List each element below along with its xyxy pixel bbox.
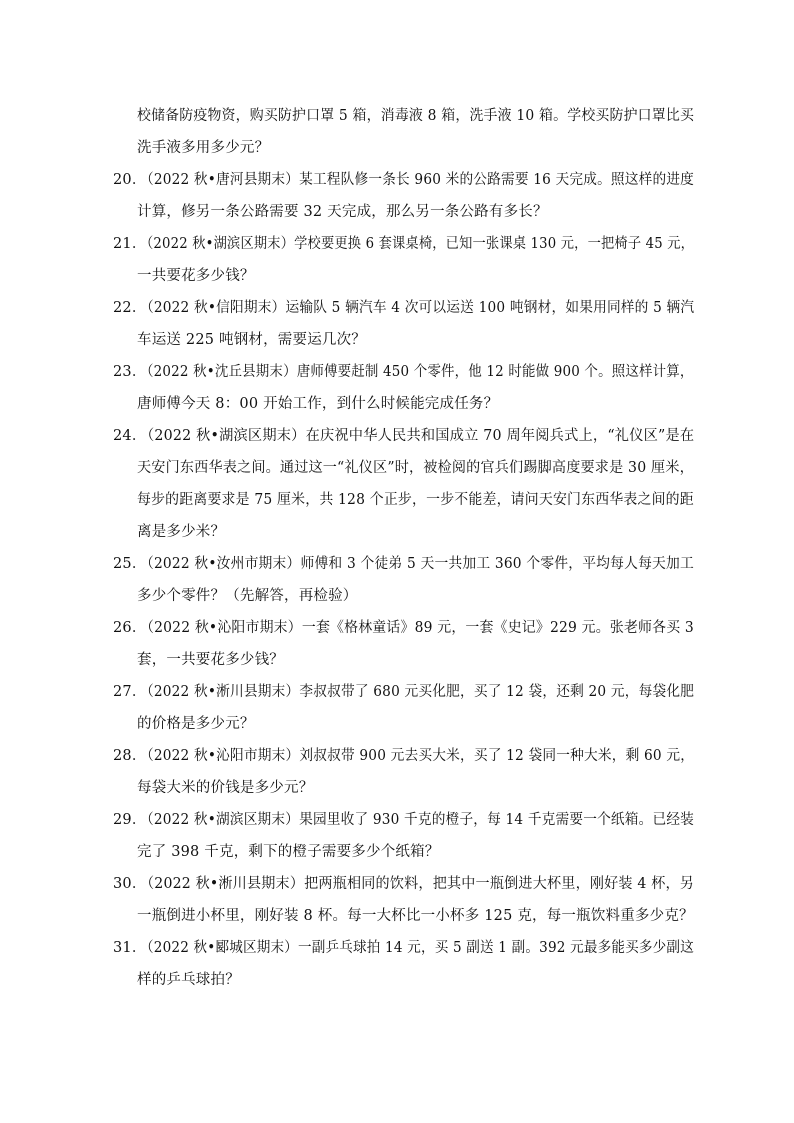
question-line: 的价格是多少元？ xyxy=(137,716,255,732)
question-number: 24． xyxy=(113,428,147,444)
question-line: 多少个零件？（先解答，再检验） xyxy=(137,588,358,604)
question-line: 完了 398 千克，剩下的橙子需要多少个纸箱？ xyxy=(137,844,440,860)
question-line: 样的乒乓球拍？ xyxy=(137,972,240,988)
question-line: （2022 秋•淅川县期末）把两瓶相同的饮料，把其中一瓶倒进大杯里，刚好装 4 杯，另 xyxy=(140,876,695,892)
question-line: 套，一共要花多少钱？ xyxy=(137,652,284,668)
intro-line-1: 校储备防疫物资，购买防护口罩 5 箱，消毒液 8 箱，洗手液 10 箱。学校买防护口罩比买 xyxy=(137,108,695,124)
question-number: 31． xyxy=(113,940,147,956)
question-number: 21． xyxy=(113,236,147,252)
question-number: 26． xyxy=(113,620,147,636)
question-line: （2022 秋•郾城区期末）一副乒乓球拍 14 元，买 5 副送 1 副。392 元最多能买多少副这 xyxy=(140,940,694,956)
question-line: （2022 秋•淅川县期末）李叔叔带了 680 元买化肥，买了 12 袋，还剩 20 元，每袋化肥 xyxy=(140,684,695,700)
question-line: （2022 秋•唐河县期末）某工程队修一条长 960 米的公路需要 16 天完成。照这样的进度 xyxy=(140,172,695,188)
question-line: （2022 秋•湖滨区期末）在庆祝中华人民共和国成立 70 周年阅兵式上，“礼仪区”是在 xyxy=(140,428,695,444)
question-line: 唐师傅今天 8：00 开始工作，到什么时候能完成任务？ xyxy=(137,396,499,412)
question-line: （2022 秋•沁阳市期末）刘叔叔带 900 元去买大米，买了 12 袋同一种大米，剩 60 元， xyxy=(140,748,695,764)
question-number: 30． xyxy=(113,876,147,892)
question-number: 20． xyxy=(113,172,147,188)
question-line: 一共要花多少钱？ xyxy=(137,268,255,284)
question-line: （2022 秋•沈丘县期末）唐师傅要赶制 450 个零件，他 12 时能做 900 个。照这样计算， xyxy=(140,364,694,380)
question-number: 27． xyxy=(113,684,147,700)
question-line: 计算，修另一条公路需要 32 天完成，那么另一条公路有多长？ xyxy=(137,204,548,220)
question-line: 车运送 225 吨钢材，需要运几次？ xyxy=(137,332,366,348)
question-line: （2022 秋•湖滨区期末）学校要更换 6 套课桌椅，已知一张课桌 130 元，一把椅子 45 元， xyxy=(140,236,695,252)
question-line: 每步的距离要求是 75 厘米，共 128 个正步，一步不能差，请问天安门东西华表之间的距 xyxy=(137,492,694,508)
question-line: 一瓶倒进小杯里，刚好装 8 杯。每一大杯比一小杯多 125 克，每一瓶饮料重多少克？ xyxy=(137,908,694,924)
question-line: 每袋大米的价钱是多少元？ xyxy=(137,780,314,796)
question-line: （2022 秋•沁阳市期末）一套《格林童话》89 元，一套《史记》229 元。张老师各买 3 xyxy=(140,620,694,636)
question-line: 天安门东西华表之间。通过这一“礼仪区”时，被检阅的官兵们踢脚高度要求是 30 厘米， xyxy=(137,460,694,476)
question-number: 28． xyxy=(113,748,147,764)
question-number: 29． xyxy=(113,812,147,828)
question-line: 离是多少米？ xyxy=(137,524,226,540)
question-line: （2022 秋•汝州市期末）师傅和 3 个徒弟 5 天一共加工 360 个零件，平均每人每天加工 xyxy=(140,556,694,572)
question-line: （2022 秋•信阳期末）运输队 5 辆汽车 4 次可以运送 100 吨钢材，如果用同样的 5 辆汽 xyxy=(140,300,695,316)
question-number: 22． xyxy=(113,300,147,316)
question-line: （2022 秋•湖滨区期末）果园里收了 930 千克的橙子，每 14 千克需要一个纸箱。已经装 xyxy=(140,812,695,828)
intro-line-2: 洗手液多用多少元？ xyxy=(137,140,270,156)
question-number: 25． xyxy=(113,556,147,572)
question-number: 23． xyxy=(113,364,147,380)
